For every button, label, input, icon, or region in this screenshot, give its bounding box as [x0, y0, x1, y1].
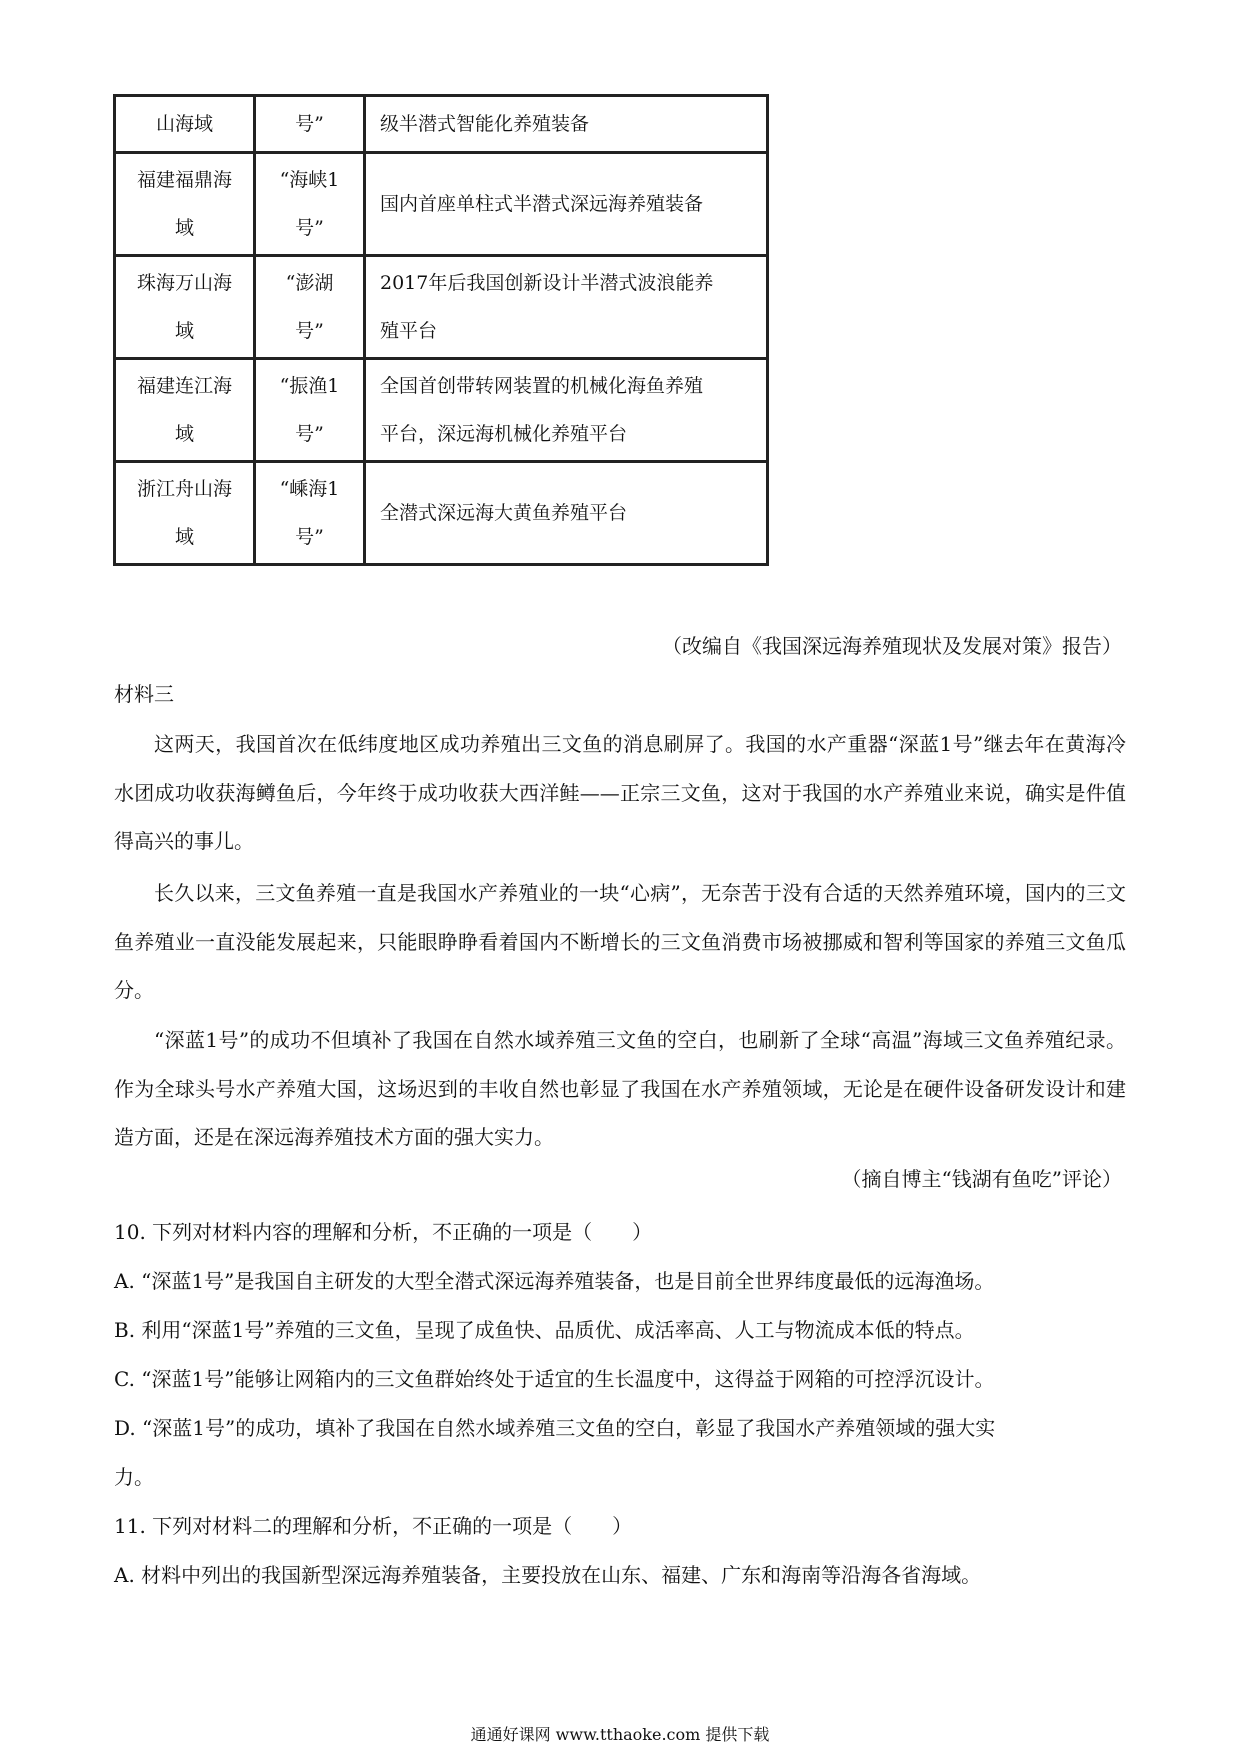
question-10-option-a: A. “深蓝1号”是我国自主研发的大型全潜式深远海养殖装备，也是目前全世界纬度最低的远海渔场。: [114, 1269, 995, 1293]
question-10-option-c: C. “深蓝1号”能够让网箱内的三文鱼群始终处于适宜的生长温度中，这得益于网箱的可控浮沉设计。: [114, 1367, 995, 1391]
desc-cell: [365, 153, 768, 256]
area-cell-line: 山海域: [155, 113, 213, 135]
name-cell: [255, 462, 365, 565]
desc-cell-line: 国内首座单柱式半潜式深远海养殖装备: [380, 193, 704, 215]
material3-source: （摘自博主“钱湖有鱼吃”评论）: [841, 1167, 1122, 1191]
area-cell-line: 域: [174, 423, 194, 445]
name-cell-line: “澎湖: [285, 272, 334, 294]
area-cell-line: 域: [174, 526, 194, 548]
material3-heading: 材料三: [114, 682, 174, 706]
material2-source: （改编自《我国深远海养殖现状及发展对策》报告）: [662, 634, 1122, 658]
table-row: [115, 462, 768, 565]
desc-cell-line: 级半潜式智能化养殖装备: [380, 113, 590, 135]
area-cell: [115, 256, 255, 359]
name-cell: [255, 96, 365, 153]
desc-cell-line: 平台，深远海机械化养殖平台: [380, 423, 628, 445]
area-cell: [115, 153, 255, 256]
desc-cell: [365, 256, 768, 359]
question-10-option-d: D. “深蓝1号”的成功，填补了我国在自然水域养殖三文鱼的空白，彰显了我国水产养殖领域的强大实: [114, 1416, 996, 1440]
desc-cell: [365, 359, 768, 462]
name-cell: [255, 359, 365, 462]
equipment-table: [113, 94, 769, 566]
question-11-option-a: A. 材料中列出的我国新型深远海养殖装备，主要投放在山东、福建、广东和海南等沿海各省海域。: [114, 1563, 982, 1587]
question-11-stem: 11. 下列对材料二的理解和分析，不正确的一项是（ ）: [114, 1514, 633, 1538]
name-cell-line: 号”: [295, 423, 324, 445]
desc-cell: [365, 462, 768, 565]
name-cell: [255, 256, 365, 359]
material3-paragraph-1: 这两天，我国首次在低纬度地区成功养殖出三文鱼的消息刷屏了。我国的水产重器“深蓝1号”继去年在黄海冷水团成功收获海鳟鱼后，今年终于成功收获大西洋鲑——正宗三文鱼，这对于我国的水产养殖业来说，确实是件值得高兴的事儿。: [114, 732, 1126, 853]
name-cell-line: “振渔1: [279, 375, 340, 397]
question-10-stem: 10. 下列对材料内容的理解和分析，不正确的一项是（ ）: [114, 1220, 653, 1244]
name-cell-line: 号”: [295, 113, 324, 135]
material3-paragraph-3: “深蓝1号”的成功不但填补了我国在自然水域养殖三文鱼的空白，也刷新了全球“高温”海域三文鱼养殖纪录。作为全球头号水产养殖大国，这场迟到的丰收自然也彰显了我国在水产养殖领域，无论是在硬件设备研发设计和建造方面，还是在深远海养殖技术方面的强大实力。: [114, 1028, 1126, 1149]
area-cell-line: 浙江舟山海: [136, 478, 232, 500]
name-cell: [255, 153, 365, 256]
desc-cell: [365, 96, 768, 153]
table-row: [115, 256, 768, 359]
area-cell-line: 福建连江海: [136, 375, 232, 397]
name-cell-line: 号”: [295, 320, 324, 342]
footer-watermark: 通通好课网 www.tthaoke.com 提供下载: [470, 1725, 770, 1744]
table-row: [115, 359, 768, 462]
area-cell-line: 域: [174, 320, 194, 342]
area-cell-line: 域: [174, 217, 194, 239]
table-row: [115, 153, 768, 256]
area-cell-line: 珠海万山海: [136, 272, 232, 294]
name-cell-line: 号”: [295, 526, 324, 548]
question-10-option-b: B. 利用“深蓝1号”养殖的三文鱼，呈现了成鱼快、品质优、成活率高、人工与物流成本低的特点。: [114, 1318, 975, 1342]
name-cell-line: 号”: [295, 217, 324, 239]
area-cell: [115, 96, 255, 153]
material3-paragraph-2: 长久以来，三文鱼养殖一直是我国水产养殖业的一块“心病”，无奈苦于没有合适的天然养殖环境，国内的三文鱼养殖业一直没能发展起来，只能眼睁睁看着国内不断增长的三文鱼消费市场被挪威和智利等国家的养殖三文鱼瓜分。: [114, 881, 1126, 1002]
desc-cell-line: 全国首创带转网装置的机械化海鱼养殖: [380, 375, 704, 397]
name-cell-line: “海峡1: [279, 169, 340, 191]
desc-cell-line: 全潜式深远海大黄鱼养殖平台: [380, 502, 628, 524]
area-cell: [115, 462, 255, 565]
name-cell-line: “嵊海1: [279, 478, 340, 500]
desc-cell-line: 2017年后我国创新设计半潜式波浪能养: [380, 272, 714, 294]
desc-cell-line: 殖平台: [380, 320, 438, 342]
area-cell: [115, 359, 255, 462]
question-10-option-d-cont: 力。: [114, 1465, 154, 1489]
table-row: [115, 96, 768, 153]
area-cell-line: 福建福鼎海: [136, 169, 232, 191]
